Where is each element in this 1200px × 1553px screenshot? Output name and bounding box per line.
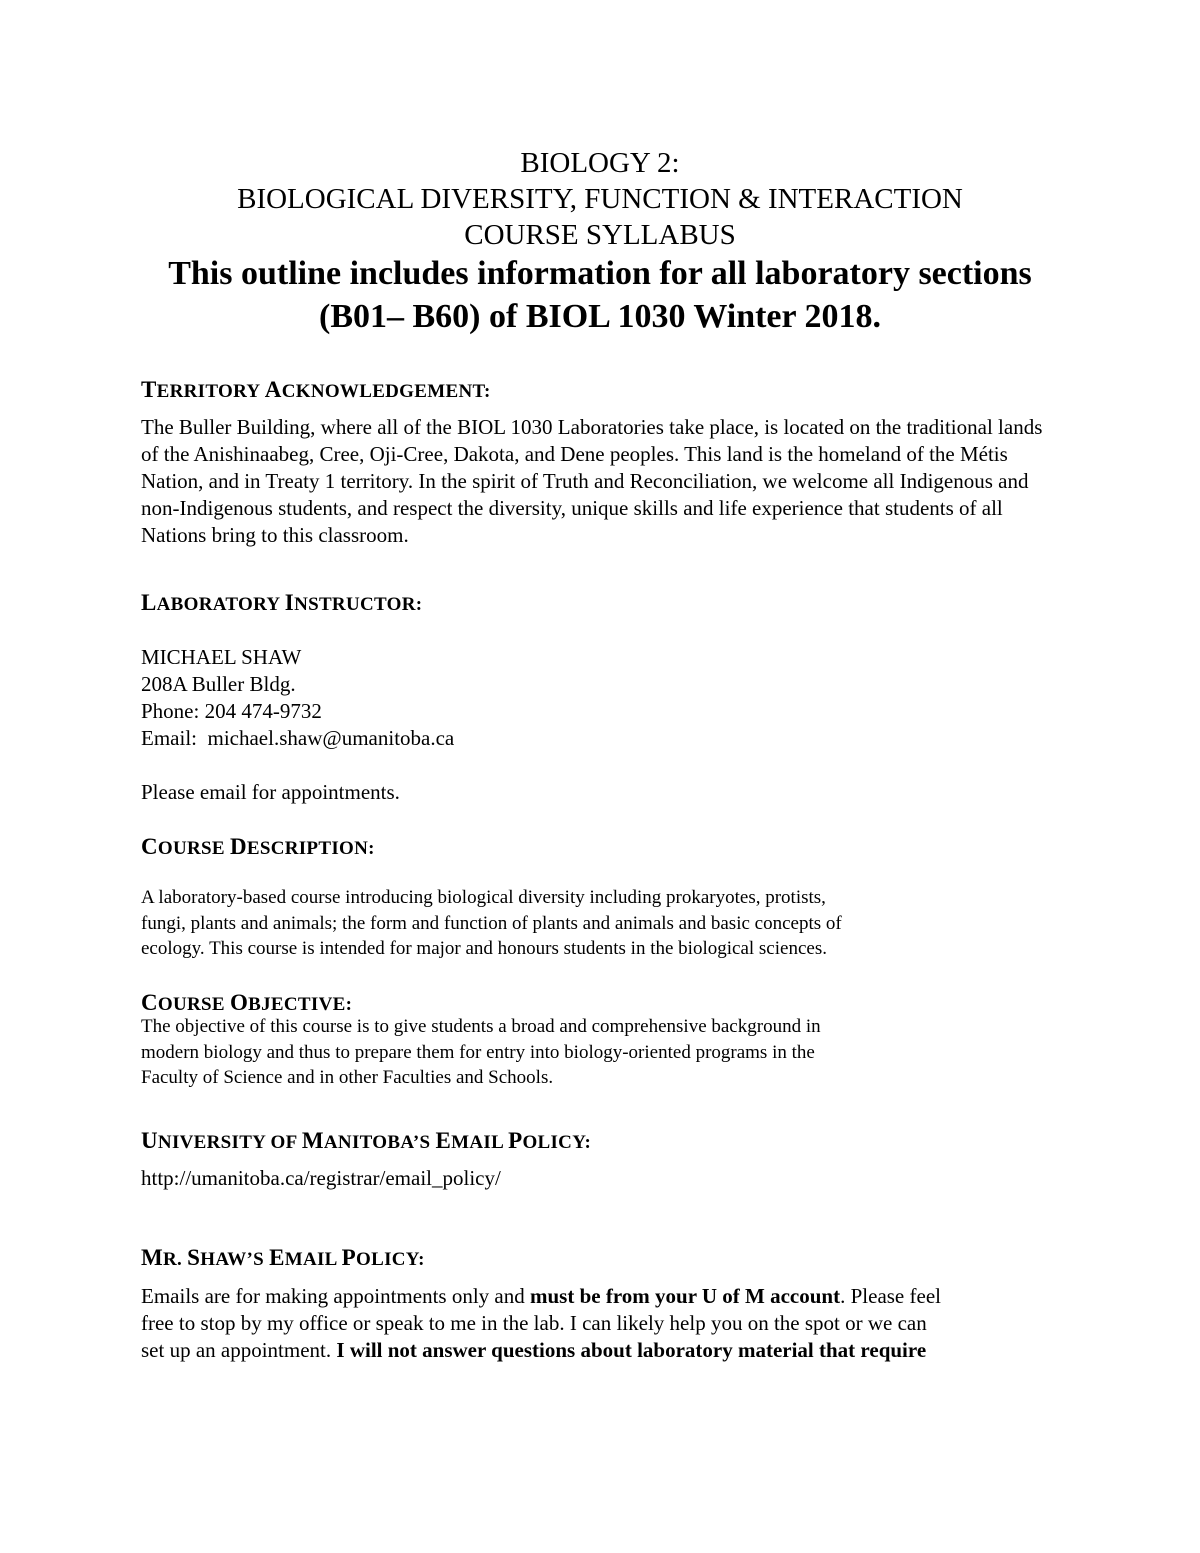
territory-acknowledgement-text: The Buller Building, where all of the BIOL 1030 Laboratories take place, is located on the traditional lands of the Anishinaabeg, Cree, Oji-Cree, Dakota, and Dene peoples. This land is the homeland of the Métis Nation, and in Treaty 1 territory. In the spirit of Truth and Reconciliation, we welcome all Indigenous and non-Indigenous students, and respect the diversity, unique skills and life experience that students of all Nations bring to this classroom. (141, 415, 1043, 547)
lab-questions-emphasis: I will not answer questions about laboratory material that require (336, 1338, 927, 1362)
email-policy-url-row (141, 1166, 501, 1191)
instructor-email-policy-line3: set up an appointment. I will not answer questions about laboratory material that require (141, 1338, 927, 1362)
email-label: Email: (141, 726, 197, 750)
instructor-email-row (141, 726, 454, 751)
course-description-text: A laboratory-based course introducing biological diversity including prokaryotes, protists, fungi, plants and animals; the form and function of plants and animals and basic concepts of ecology. This course is intended for major and honours students in the biological sciences. (141, 887, 842, 959)
course-name-title: BIOLOGICAL DIVERSITY, FUNCTION & INTERACTION (237, 183, 963, 215)
course-description-heading: COURSE DESCRIPTION: (141, 834, 375, 859)
appointment-note: Please email for appointments. (141, 780, 400, 804)
university-email-policy-heading: UNIVERSITY OF MANITOBA’S EMAIL POLICY: (141, 1128, 592, 1153)
outline-note-line1: This outline includes information for all laboratory sections (168, 255, 1032, 292)
email-policy-link[interactable]: http://umanitoba.ca/registrar/email_policy/ (141, 1166, 501, 1190)
instructor-office: 208A Buller Bldg. (141, 672, 296, 696)
territory-heading: TERRITORY ACKNOWLEDGEMENT: (141, 377, 491, 402)
instructor-email-policy-line2: free to stop by my office or speak to me in the lab. I can likely help you on the spot or we can (141, 1311, 927, 1335)
outline-note-line2: (B01– B60) of BIOL 1030 Winter 2018. (319, 298, 881, 335)
instructor-email-policy-line1: Emails are for making appointments only and must be from your U of M account. Please feel (141, 1284, 941, 1308)
course-objective-heading: COURSE OBJECTIVE: (141, 990, 353, 1015)
instructor-heading: LABORATORY INSTRUCTOR: (141, 590, 423, 615)
instructor-email-link[interactable]: michael.shaw@umanitoba.ca (207, 726, 455, 750)
instructor-name: MICHAEL SHAW (141, 645, 302, 669)
course-number-title: BIOLOGY 2: (520, 147, 680, 179)
account-requirement-emphasis: must be from your U of M account (530, 1284, 841, 1308)
syllabus-title: COURSE SYLLABUS (464, 219, 736, 251)
instructor-email-policy-heading: MR. SHAW’S EMAIL POLICY: (141, 1245, 425, 1270)
instructor-phone: Phone: 204 474-9732 (141, 699, 322, 723)
course-objective-text: The objective of this course is to give students a broad and comprehensive background in modern biology and thus to prepare them for entry into biology-oriented programs in the Faculty of Science and in other Faculties and Schools. (141, 1016, 821, 1088)
